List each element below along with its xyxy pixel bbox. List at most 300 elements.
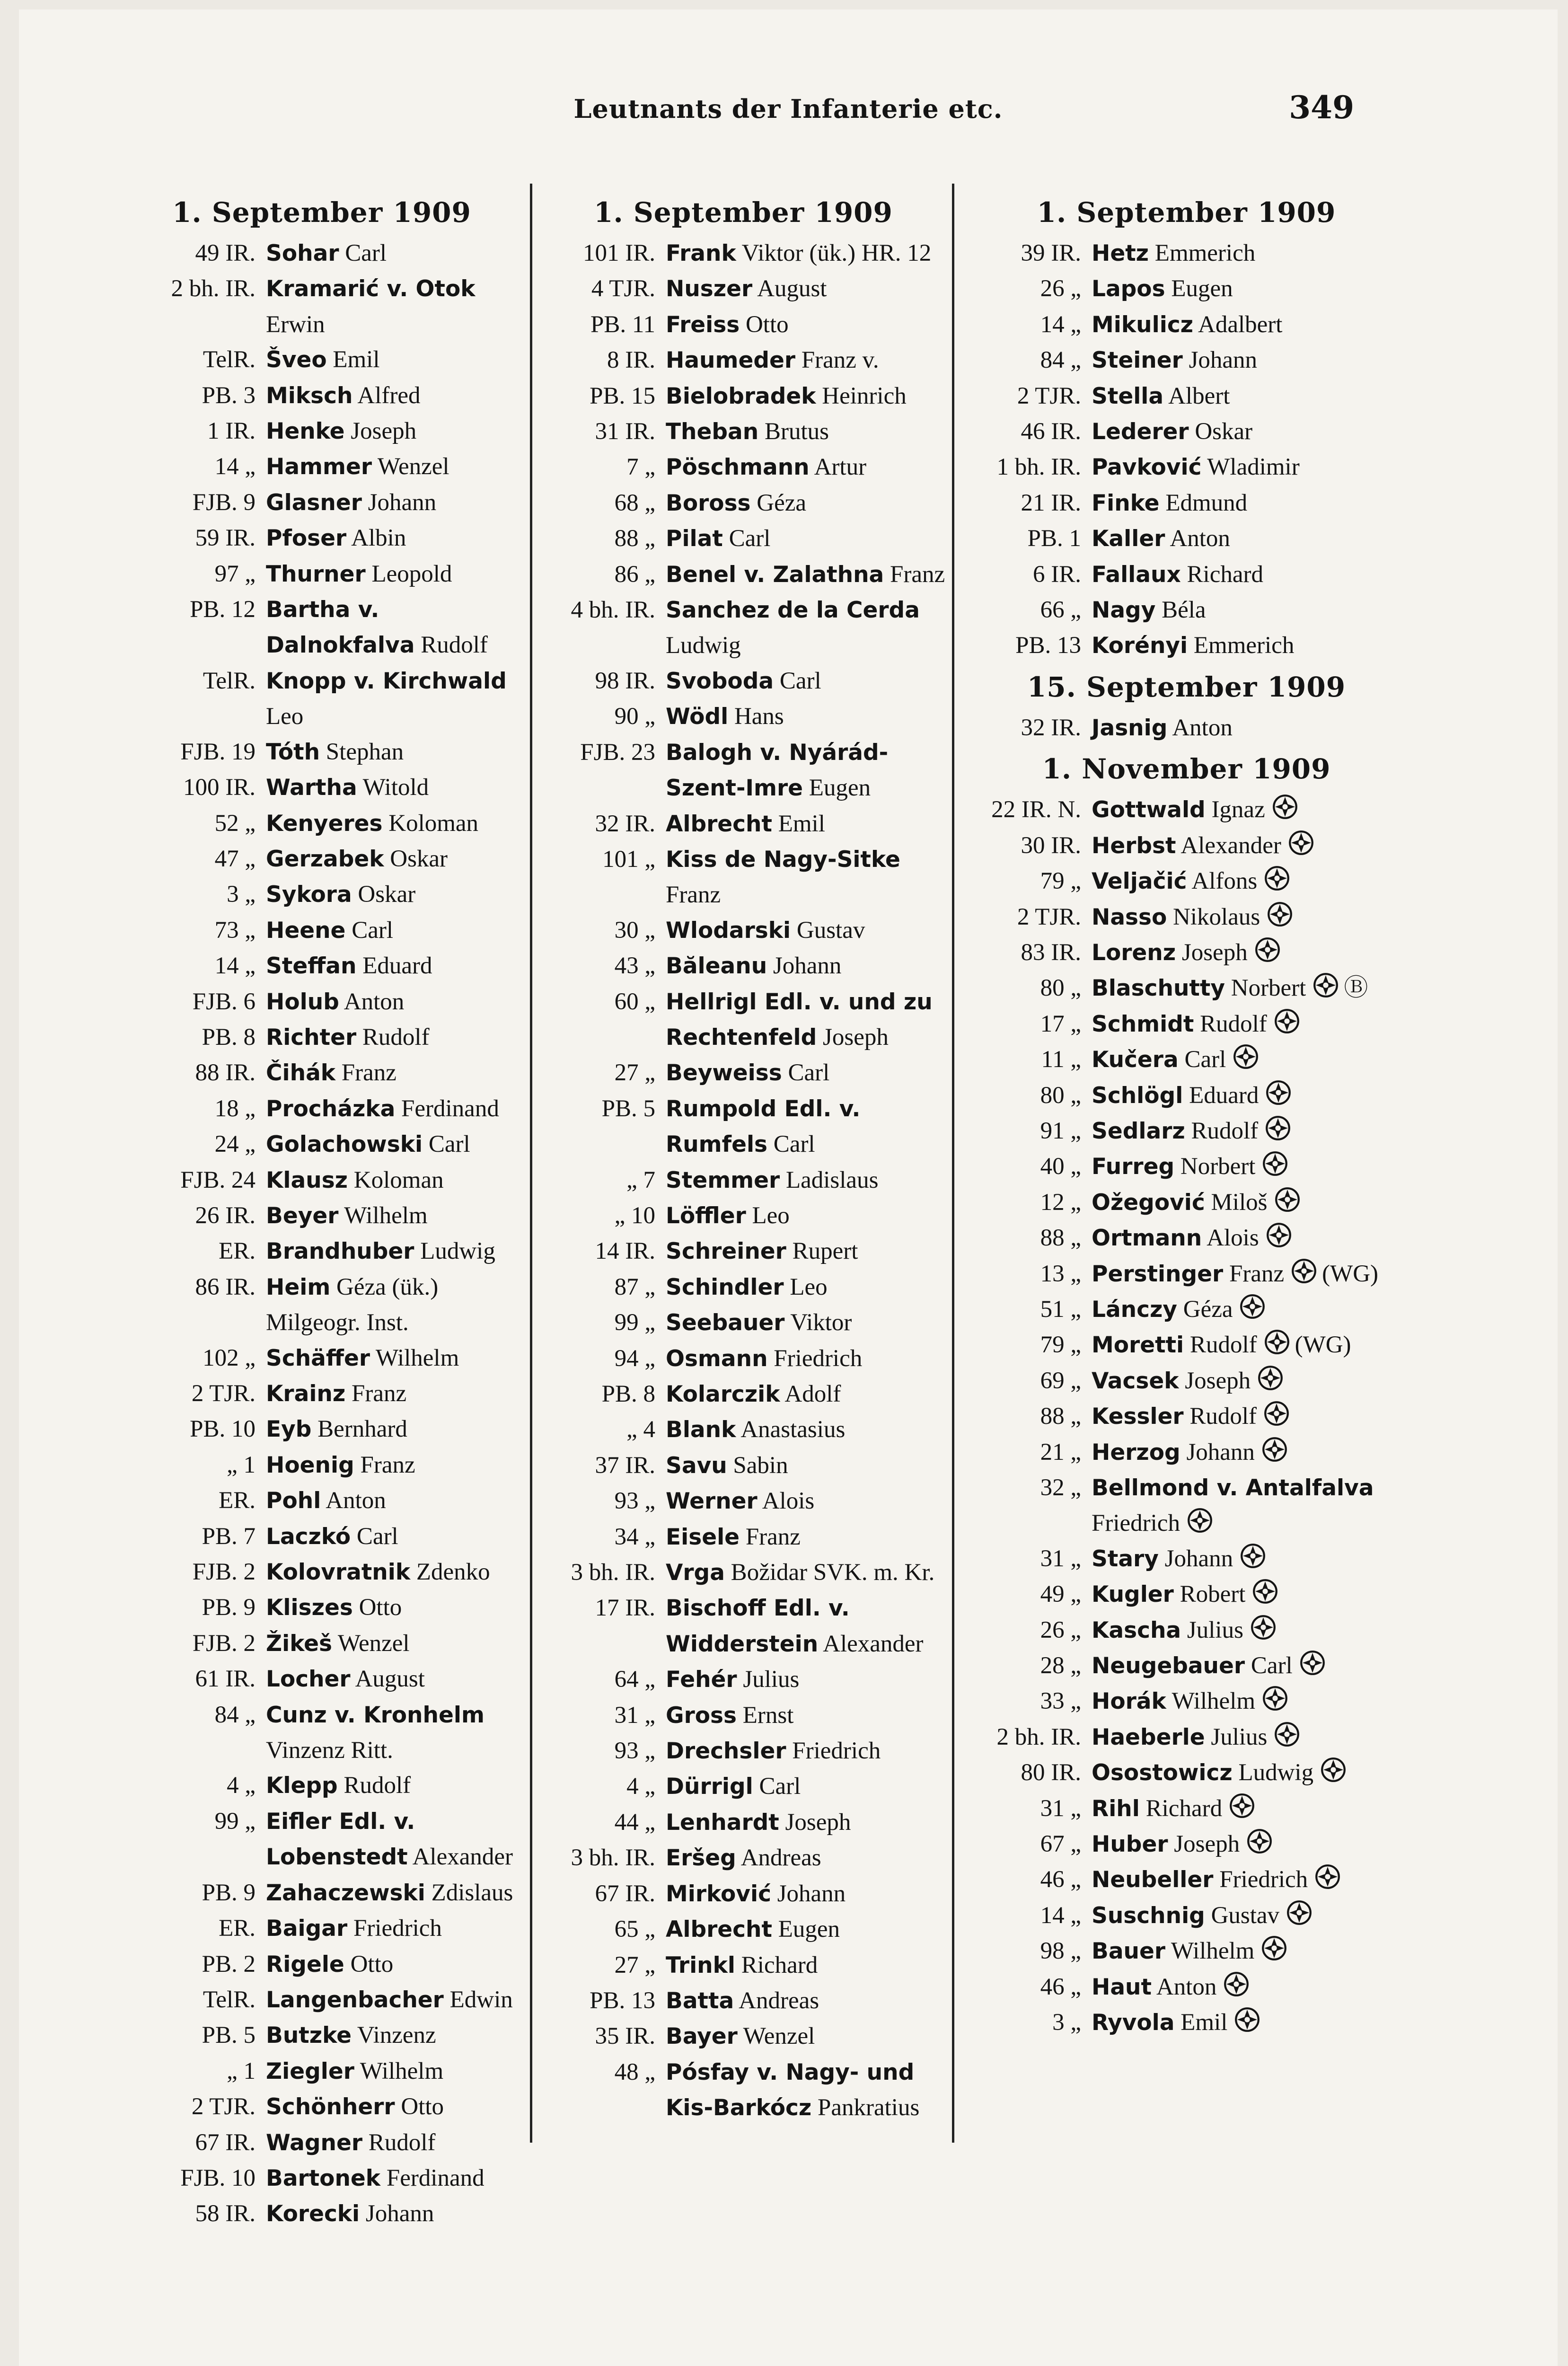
surname: Kugler [1092,1581,1174,1608]
unit-label: 7 „ [626,454,655,481]
person-name [666,1555,947,1590]
unit-label: 46 „ [1040,1973,1081,2000]
surname: Svoboda [666,668,774,694]
cross-icon [1274,1721,1300,1748]
given-name: Wilhelm [1172,1688,1256,1715]
given-name: Hans [734,703,784,730]
list-entry [963,1720,1410,1755]
list-entry [963,710,1410,746]
list-entry [963,1613,1410,1648]
person-name [266,1768,525,1803]
given-name: Eduard [362,953,432,980]
given-name: Alfons [1191,868,1258,895]
surname: Sykora [266,882,352,908]
person-name [1092,1684,1410,1719]
surname: Bischoff Edl. v. Widderstein [666,1595,850,1657]
unit-label: 26 IR. [195,1202,255,1229]
unit-label: TelR. [203,1986,255,2013]
unit-label: 4 bh. IR. [571,597,655,624]
surname: Schönherr [266,2094,395,2120]
surname: Eifler Edl. v. Lobenstedt [266,1808,415,1871]
cross-icon [1314,1863,1341,1890]
person-name [266,1341,525,1376]
person-name [266,236,525,271]
unit-label: 2 bh. IR. [996,1723,1081,1750]
given-name: Franz [352,1380,407,1407]
list-entry [539,2055,947,2126]
given-name: Eugen [778,1916,840,1943]
given-name: Zdenko [416,1559,490,1586]
surname: Kaller [1092,526,1165,552]
surname: Hellrigl Edl. v. und zu Rechtenfeld [666,989,933,1051]
surname: Eyb [266,1416,312,1443]
list-entry [963,1399,1410,1434]
given-name: Ernst [742,1702,794,1729]
unit-label: PB. 15 [590,382,655,409]
given-name: Emil [1180,2009,1228,2036]
unit-label: 94 „ [614,1345,655,1372]
person-name [666,1412,947,1448]
person-name [666,1769,947,1804]
surname: Eršeg [666,1845,736,1872]
list-entry [118,1804,525,1875]
surname: Blank [666,1417,736,1443]
surname: Schreiner [666,1238,786,1265]
list-entry [963,1470,1410,1541]
surname: Butzke [266,2022,352,2049]
surname: Brandhuber [266,1238,414,1265]
list-entry [118,1911,525,1946]
person-name [666,1733,947,1769]
section-heading: 1. September 1909 [1037,196,1336,229]
person-name [666,1519,947,1555]
surname: Haumeder [666,347,796,374]
surname: Golachowski [266,1131,423,1158]
person-name [666,1198,947,1234]
unit-label: 49 IR. [195,240,255,266]
surname: Žikeš [266,1630,333,1657]
surname: Furreg [1092,1154,1175,1180]
surname: Steiner [1092,347,1183,374]
unit-label: 97 „ [214,560,255,587]
list-entry [118,1982,525,2018]
list-entry [963,1435,1410,1470]
list-entry [963,1363,1410,1399]
person-name [666,842,947,913]
list-entry [963,1042,1410,1077]
unit-label: 59 IR. [195,525,255,552]
person-name [666,699,947,734]
unit-label: 68 „ [614,489,655,516]
surname: Schmidt [1092,1011,1194,1037]
unit-label: 33 „ [1040,1688,1081,1715]
unit-label: 88 „ [614,525,655,552]
list-entry [539,984,947,1056]
list-entry [118,2089,525,2125]
person-name [1092,1969,1410,2005]
unit-label: 14 „ [214,953,255,980]
given-name: Viktor (ük.) HR. 12 [741,240,932,266]
list-entry [963,271,1410,307]
person-name [1092,628,1410,663]
unit-label: 100 IR. [183,774,255,801]
given-name: Joseph [823,1024,889,1051]
unit-label: 65 „ [614,1916,655,1943]
surname: Langenbacher [266,1986,444,2013]
list-entry [539,806,947,842]
given-name: Emmerich [1154,240,1256,266]
unit-label: 58 IR. [195,2200,255,2227]
list-entry [963,1648,1410,1684]
given-name: Johann [1189,347,1258,374]
given-name: Albert [1168,382,1230,409]
surname: Klausz [266,1167,348,1193]
person-name [1092,1078,1410,1113]
surname: Pavković [1092,454,1202,481]
person-name [666,1840,947,1876]
unit-label: PB. 9 [202,1879,255,1906]
given-name: Pankratius [817,2094,920,2121]
list-entry [963,1078,1410,1113]
surname: Moretti [1092,1332,1184,1359]
given-name: Edwin [449,1986,513,2013]
unit-label: PB. 13 [1015,632,1081,659]
surname: Pósfay v. Nagy- und Kis-Barkócz [666,2059,915,2121]
list-entry [963,557,1410,592]
unit-label: 86 IR. [195,1273,255,1300]
person-name [1092,1292,1410,1327]
given-name: Miloš [1211,1189,1268,1216]
list-entry [539,486,947,521]
list-entry [539,1341,947,1377]
list-entry [539,735,947,806]
unit-label: 87 „ [614,1273,655,1300]
surname: Procházka [266,1095,396,1122]
surname: Suschnig [1092,1902,1205,1929]
unit-label: 46 IR. [1021,418,1081,445]
given-name: Witold [362,774,429,801]
surname: Schäffer [266,1345,370,1371]
unit-label: 3 „ [1052,2009,1081,2036]
person-name [666,521,947,556]
given-name: Carl [356,1523,398,1550]
given-name: Carl [352,917,393,944]
list-entry [539,1590,947,1662]
person-name [266,2054,525,2089]
person-name [666,1163,947,1198]
unit-label: 51 „ [1040,1296,1081,1323]
given-name: Franz v. [801,347,879,374]
page-header [19,89,1558,146]
person-name [266,984,525,1020]
unit-label: 1 IR. [207,418,255,445]
person-name [1092,236,1410,271]
person-name [666,806,947,842]
list-entry [118,2054,525,2089]
column-1 [118,189,525,2227]
unit-label: 102 „ [203,1344,255,1371]
unit-label: 98 „ [1040,1938,1081,1965]
person-name [266,1020,525,1055]
cross-icon [1263,1400,1290,1427]
section-heading: 15. September 1909 [1027,671,1346,703]
list-entry [963,1220,1410,1256]
list-entry [118,1198,525,1234]
list-entry [963,1327,1410,1363]
cross-icon [1234,2006,1260,2033]
given-name: Rudolf [1189,1332,1257,1359]
list-entry [539,1840,947,1876]
cross-icon [1261,1436,1288,1463]
surname: Korényi [1092,633,1188,659]
unit-label: 14 „ [1040,1902,1081,1929]
unit-label: 30 „ [614,917,655,944]
person-name [1092,1791,1410,1827]
surname: Băleanu [666,953,767,980]
person-name [666,663,947,699]
list-entry [118,1768,525,1803]
list-entry [118,485,525,521]
given-name: Bernhard [317,1416,407,1443]
given-name: Johann [777,1880,846,1907]
unit-label: 99 „ [614,1309,655,1336]
unit-label: FJB. 23 [580,739,655,766]
given-name: Alois [1207,1225,1259,1252]
list-entry [963,1933,1410,1969]
given-name: Ferdinand [401,1095,499,1122]
unit-label: 73 „ [214,917,255,944]
surname: Stella [1092,383,1164,409]
list-entry [963,343,1410,378]
unit-label: 52 „ [214,810,255,837]
person-name [1092,864,1410,899]
surname: Heene [266,917,346,944]
cross-icon [1223,1971,1250,1997]
person-name [666,450,947,485]
cross-icon [1274,1186,1301,1213]
list-entry [539,1555,947,1590]
document-page [19,9,1558,2366]
surname: Krainz [266,1381,346,1407]
given-name: Friedrich [353,1915,442,1942]
given-name: Wilhelm [344,1202,428,1229]
surname: Blaschutty [1092,975,1225,1002]
surname: Rigele [266,1951,344,1978]
given-name: Rudolf [421,632,488,659]
surname: Frank [666,240,736,266]
unit-label: 101 IR. [583,240,655,266]
given-name: Carl [759,1773,801,1800]
given-name: Wenzel [337,1630,410,1657]
given-name: Johann [1164,1545,1233,1572]
surname: Fallaux [1092,561,1181,588]
person-name [266,663,525,734]
list-entry [539,1983,947,2019]
surname: Wödl [666,704,729,730]
unit-label: 26 „ [1040,275,1081,302]
unit-label: 88 IR. [195,1059,255,1086]
surname: Seebauer [666,1310,785,1336]
given-name: Ignaz [1211,796,1265,823]
person-name [1092,900,1410,935]
person-name [666,735,947,806]
list-entry [118,841,525,877]
cross-icon [1252,1578,1278,1605]
given-name: Wilhelm [375,1344,459,1371]
person-name [1092,1220,1410,1256]
surname: Čihák [266,1060,336,1086]
given-name: August [355,1666,425,1693]
unit-label: 66 „ [1040,597,1081,624]
surname: Lánczy [1092,1296,1177,1323]
list-entry [539,1163,947,1198]
unit-label: 64 „ [614,1666,655,1693]
list-entry [963,2005,1410,2040]
person-name [666,236,947,271]
given-name: Carl [779,667,821,694]
list-entry [963,1577,1410,1612]
surname: Herzog [1092,1439,1180,1466]
given-name: Robert [1180,1581,1246,1608]
given-name: Andreas [740,1845,821,1872]
surname: Drechsler [666,1738,786,1765]
surname: Albrecht [666,1916,772,1943]
given-name: Carl [345,240,387,266]
cross-icon [1267,901,1293,927]
person-name [1092,1827,1410,1862]
given-name: Stephan [326,738,404,765]
surname: Laczkó [266,1523,351,1550]
list-entry [963,628,1410,663]
unit-label: TelR. [203,346,255,373]
unit-label: 44 „ [614,1809,655,1836]
list-entry [963,307,1410,343]
person-name [266,1055,525,1091]
surname: Hetz [1092,240,1149,266]
person-name [1092,1363,1410,1399]
unit-label: ER. [219,1238,255,1265]
person-name [1092,1933,1410,1969]
unit-label: FJB. 2 [192,1559,255,1586]
person-name [266,734,525,770]
given-name: Ladislaus [785,1166,879,1193]
person-name [1092,592,1410,628]
list-entry [118,1697,525,1768]
surname: Sohar [266,240,339,266]
person-name [1092,1113,1410,1149]
surname: Ožegović [1092,1189,1205,1216]
person-name [266,342,525,378]
column-2 [539,189,947,2177]
list-entry [118,449,525,485]
surname: Klepp [266,1773,338,1799]
person-name [266,378,525,414]
person-name [666,1091,947,1163]
list-entry [118,1163,525,1198]
person-name [666,271,947,307]
given-name: August [757,275,827,302]
person-name [1092,1541,1410,1577]
given-name: Carl [729,525,771,552]
unit-label: 93 „ [614,1488,655,1515]
list-entry [539,557,947,592]
list-entry [118,1947,525,1982]
given-name: Julius [743,1666,800,1693]
person-name [666,2019,947,2054]
given-name: Anton [1170,525,1230,552]
given-name: Carl [773,1131,815,1158]
unit-label: FJB. 6 [192,988,255,1015]
person-name [666,1341,947,1377]
person-name [666,557,947,592]
unit-label: 31 „ [1040,1545,1081,1572]
unit-label: „ 1 [227,1451,255,1478]
list-entry [118,378,525,414]
person-name [666,1662,947,1697]
person-name [266,1163,525,1198]
given-name: Franz [745,1523,801,1550]
list-entry [118,1234,525,1269]
surname: Beyer [266,1202,339,1229]
list-entry [539,307,947,343]
unit-label: 18 „ [214,1095,255,1122]
surname: Kučera [1092,1047,1179,1073]
person-name [666,1055,947,1091]
list-entry [963,935,1410,971]
surname: Sedlarz [1092,1118,1185,1144]
surname: Horák [1092,1688,1166,1715]
given-name: Emil [333,346,380,373]
person-name [666,307,947,343]
unit-label: 39 IR. [1021,240,1081,266]
list-entry [118,2196,525,2232]
unit-label: „ 1 [227,2057,255,2084]
unit-label: 1 bh. IR. [996,454,1081,481]
surname: Miksch [266,382,353,409]
surname: Korecki [266,2201,360,2227]
given-name: Norbert [1231,975,1306,1002]
given-name: Anton [326,1487,386,1514]
cross-icon [1233,1043,1259,1070]
given-name: Franz [666,882,721,909]
unit-label: 67 „ [1040,1831,1081,1858]
cross-icon [1246,1828,1273,1854]
surname: Kolarczik [666,1381,780,1407]
given-name: Nikolaus [1173,903,1260,930]
person-name [266,1947,525,1982]
list-entry [963,592,1410,628]
unit-label: 80 „ [1040,975,1081,1002]
unit-label: FJB. 10 [180,2164,255,2191]
given-name: Otto [359,1594,402,1621]
list-entry [963,1862,1410,1898]
unit-label: „ 7 [626,1166,655,1193]
unit-label: 31 „ [614,1702,655,1729]
person-name [266,1626,525,1661]
surname: Veljačić [1092,868,1187,895]
surname: Ortmann [1092,1225,1202,1252]
list-entry [963,1541,1410,1577]
person-name [666,592,947,663]
given-name: Leo [266,703,304,730]
unit-label: ER. [219,1487,255,1514]
unit-label: 67 IR. [595,1880,655,1907]
list-entry [963,236,1410,271]
person-name [666,1590,947,1662]
surname: Lapos [1092,276,1165,302]
unit-label: 88 „ [1040,1225,1081,1252]
list-entry [963,1791,1410,1827]
